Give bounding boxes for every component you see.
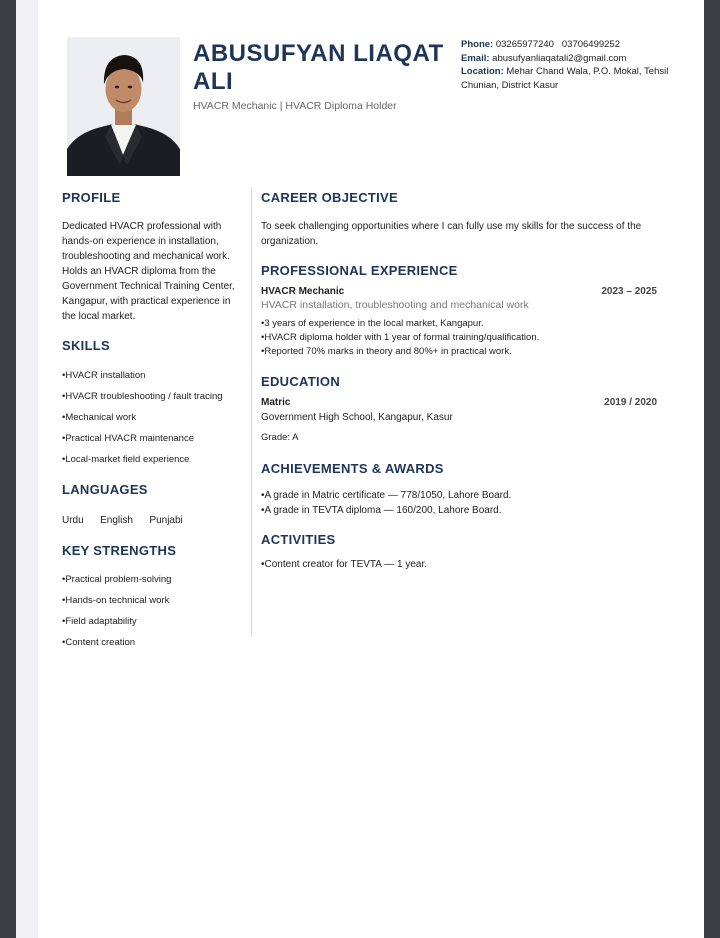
contact-phone	[461, 38, 681, 52]
location-value: Mehar Chand Wala, P.O. Mokal, Tehsil Chunian, District Kasur	[461, 66, 669, 91]
experience-heading: PROFESSIONAL EXPERIENCE	[261, 263, 458, 278]
experience-role: HVACR Mechanic	[261, 286, 345, 297]
location-label: Location:	[461, 66, 504, 77]
contact-block	[461, 38, 681, 92]
experience-row	[261, 286, 657, 297]
languages-list	[62, 510, 247, 528]
email-label: Email:	[461, 52, 490, 64]
phone-label: Phone:	[461, 39, 494, 50]
phone-value: 03265977240 03706499252	[495, 39, 620, 50]
column-divider	[251, 187, 252, 637]
skills-heading: SKILLS	[62, 338, 111, 353]
list-item: • HVACR diploma holder with 1 year of formal training/qualification.	[261, 331, 657, 345]
language-item: Urdu	[62, 515, 84, 526]
candidate-name: ABUSUFYAN LIAQAT ALI	[193, 40, 444, 95]
profile-text: Dedicated HVACR professional with hands-on experience in installation, troubleshooting and mechanical work. Holds an HVACR diploma from the Government Technical Training Center, Kangapur, with practical experience in the local market.	[62, 221, 235, 322]
strengths-list	[62, 569, 247, 653]
objective-text: To seek challenging opportunities where I can fully use my skills for the success of the organization.	[261, 221, 642, 247]
strengths-heading: KEY STRENGTHS	[62, 543, 177, 558]
viewer-left-margin	[0, 0, 16, 938]
candidate-subtitle: HVACR Mechanic | HVACR Diploma Holder	[193, 100, 397, 112]
education-heading: EDUCATION	[261, 374, 341, 389]
list-item: • Practical HVACR maintenance	[62, 428, 247, 449]
list-item: • Content creator for TEVTA — 1 year.	[261, 559, 657, 570]
language-item: English	[100, 515, 133, 526]
contact-email	[461, 52, 681, 66]
profile-photo	[67, 37, 180, 176]
skills-list	[62, 365, 247, 470]
experience-bullets	[261, 317, 657, 359]
list-item: • Content creation	[62, 632, 247, 653]
list-item: • Field adaptability	[62, 611, 247, 632]
list-item: • HVACR installation	[62, 365, 247, 386]
achievements-heading: ACHIEVEMENTS & AWARDS	[261, 461, 444, 476]
experience-summary: HVACR installation, troubleshooting and mechanical work	[261, 299, 529, 311]
list-item: • A grade in TEVTA diploma — 160/200, Lahore Board.	[261, 503, 657, 518]
education-degree: Matric	[261, 397, 291, 408]
viewer-right-scrollbar[interactable]	[704, 0, 720, 938]
left-column	[62, 190, 247, 653]
language-item: Punjabi	[149, 515, 183, 526]
objective-heading: CAREER OBJECTIVE	[261, 190, 398, 205]
education-school: Government High School, Kangapur, Kasur	[261, 412, 453, 423]
profile-heading: PROFILE	[62, 190, 121, 205]
list-item: • Local-market field experience	[62, 449, 247, 470]
list-item: • Mechanical work	[62, 407, 247, 428]
experience-dates: 2023 – 2025	[601, 286, 657, 297]
contact-location	[461, 65, 681, 92]
list-item: • Hands-on technical work	[62, 590, 247, 611]
activities-list	[261, 559, 657, 570]
languages-heading: LANGUAGES	[62, 482, 148, 497]
education-grade: Grade: A	[261, 432, 299, 443]
list-item: • Reported 70% marks in theory and 80%+ in practical work.	[261, 345, 657, 359]
education-row	[261, 397, 657, 408]
list-item: • Practical problem-solving	[62, 569, 247, 590]
list-item: • A grade in Matric certificate — 778/1050, Lahore Board.	[261, 488, 657, 503]
list-item: • HVACR troubleshooting / fault tracing	[62, 386, 247, 407]
achievements-list	[261, 488, 657, 518]
resume-page	[38, 0, 704, 938]
activities-heading: ACTIVITIES	[261, 532, 336, 547]
list-item: • 3 years of experience in the local market, Kangapur.	[261, 317, 657, 331]
email-value: abusufyanliaqatali2@gmail.com	[492, 52, 627, 64]
right-column	[261, 190, 657, 570]
education-dates: 2019 / 2020	[604, 397, 657, 408]
